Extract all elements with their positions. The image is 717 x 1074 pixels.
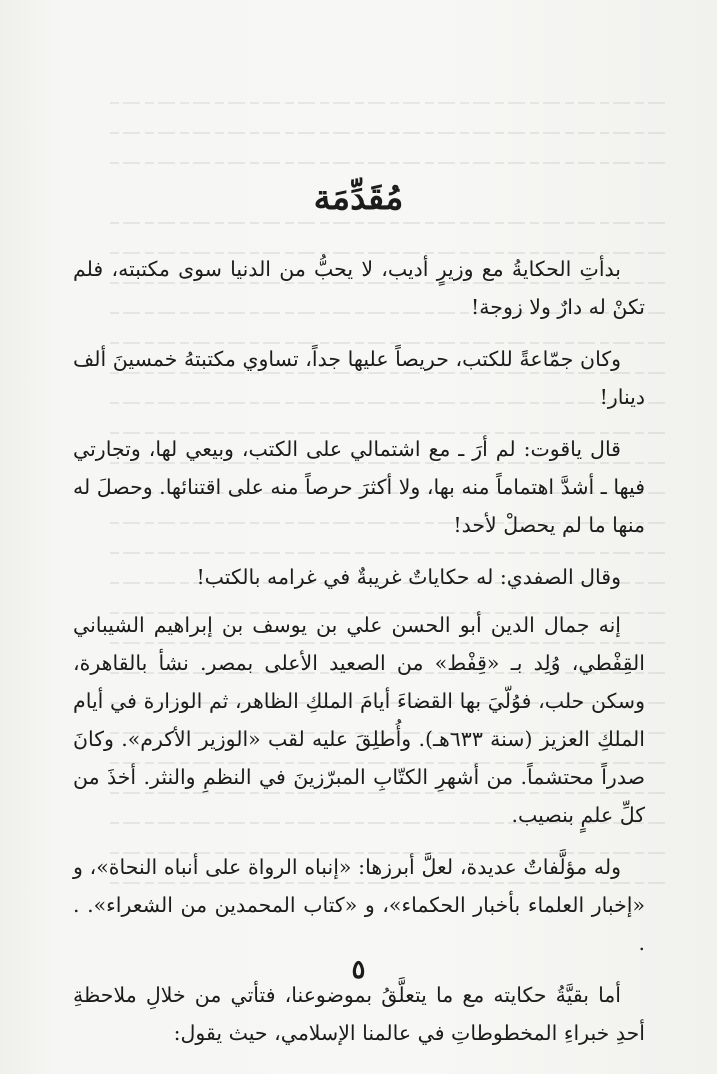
- paragraph-library: وكان جمّاعةً للكتب، حريصاً عليها جداً، تساوي مكتبتهُ خمسينَ ألف دينار!: [73, 347, 645, 409]
- paragraph-works: وله مؤلَّفاتٌ عديدة، لعلَّ أبرزها: «إنباه الرواة على أنباه النحاة»، و «إخبار العلماء بأخبار الحكماء»، و «كتاب المحمدين من الشعراء». . .: [73, 855, 645, 955]
- paragraph-yaqut-quote: قال ياقوت: لم أرَ ـ مع اشتمالي على الكتب، وبيعي لها، وتجارتي فيها ـ أشدَّ اهتماماً منه بها، ولا أكثرَ حرصاً منه على اقتنائها. وحصلَ له منها ما لم يحصلْ لأحد!: [73, 437, 645, 537]
- page-number: ٥: [351, 955, 366, 985]
- paragraph-biography: إنه جمال الدين أبو الحسن علي بن يوسف بن إبراهيم الشيباني القِفْطي، وُلِد بـ «قِفْط» من الصعيد الأعلى بمصر. نشأ بالقاهرة، وسكن حلب، فوُلّيَ بها القضاءَ أيامَ الملكِ الظاهر، ثم الوزارة في أيام الملكِ العزيز (سنة ٦٣٣هـ). وأُطلِقَ عليه لقب «الوزير الأكرم». وكانَ صدراً محتشماً. من أشهرِ الكتّابِ المبرّزينَ في النظمِ والنثر. أخذَ من كلِّ علمٍ بنصيب.: [73, 613, 645, 827]
- body-text: [73, 250, 645, 1066]
- page-title: مُقَدِّمَة: [313, 178, 404, 218]
- paragraph-story-continuation: أما بقيَّةُ حكايته مع ما يتعلَّقُ بموضوعنا، فتأتي من خلالِ ملاحظةِ أحدِ خبراءِ المخطوطاتِ في عالمنا الإسلامي، حيث يقول:: [73, 983, 645, 1045]
- paragraph-intro: بدأتِ الحكايةُ مع وزيرٍ أديب، لا يحبُّ من الدنيا سوى مكتبته، فلم تكنْ له دارٌ ولا زوجة!: [73, 257, 645, 319]
- paragraph-safadi-quote: وقال الصفدي: له حكاياتٌ غريبةٌ في غرامه بالكتب!: [196, 565, 621, 589]
